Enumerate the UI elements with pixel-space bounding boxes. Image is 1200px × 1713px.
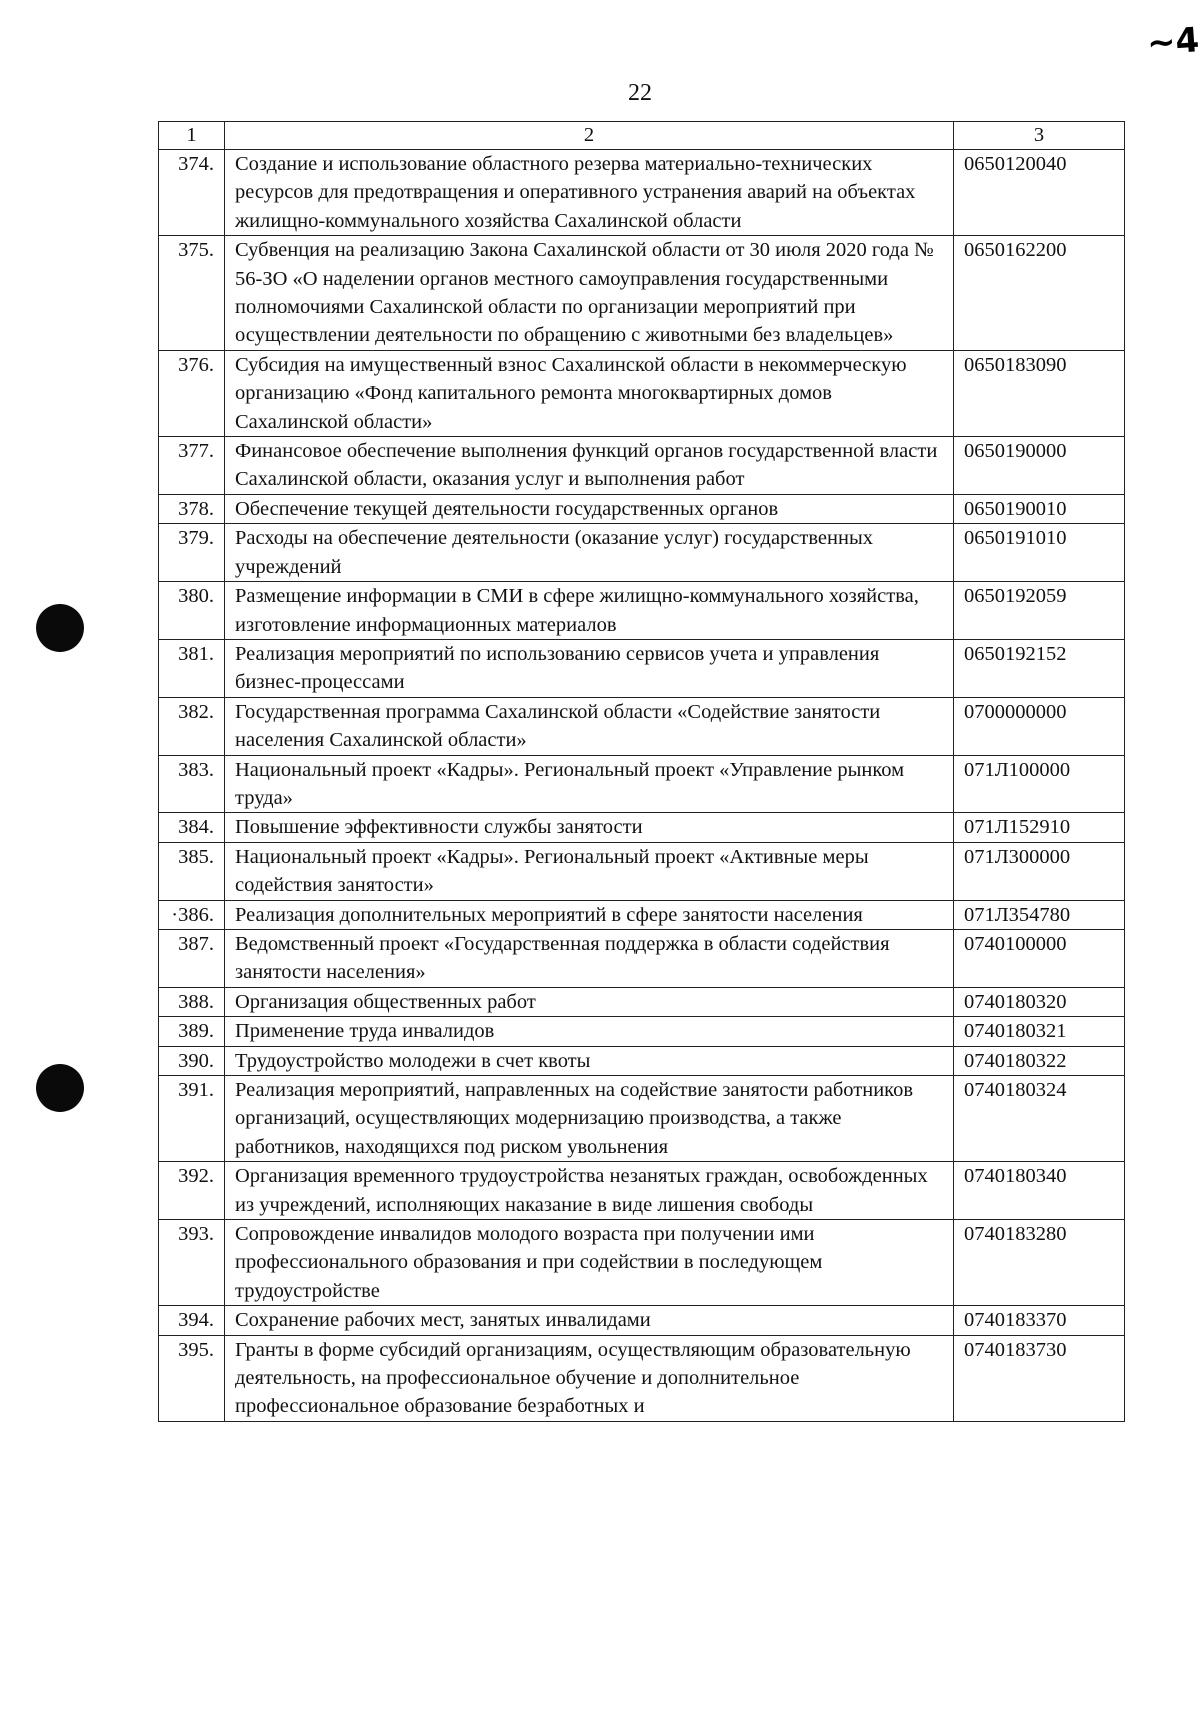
row-code-cell: 0740180320 (954, 987, 1125, 1016)
row-code-cell: 0740180324 (954, 1076, 1125, 1162)
row-name-cell: Реализация дополнительных мероприятий в сфере занятости населения (225, 900, 954, 929)
row-code-cell: 0740183730 (954, 1335, 1125, 1421)
row-number-cell: 377. (159, 437, 225, 495)
row-code-cell: 0740180340 (954, 1162, 1125, 1220)
table-row (159, 1017, 1125, 1046)
table-row (159, 494, 1125, 523)
row-name-cell: Применение труда инвалидов (225, 1017, 954, 1046)
punch-hole (36, 604, 84, 652)
row-number-cell: 378. (159, 494, 225, 523)
row-code-cell: 0650190010 (954, 494, 1125, 523)
row-name-cell: Национальный проект «Кадры». Региональный проект «Управление рынком труда» (225, 755, 954, 813)
row-code-cell: 0650191010 (954, 524, 1125, 582)
table-row (159, 929, 1125, 987)
row-code-cell: 0740180321 (954, 1017, 1125, 1046)
page-number: 22 (628, 80, 652, 106)
row-name-cell: Организация временного трудоустройства незанятых граждан, освобожденных из учреждений, исполняющих наказание в виде лишения свободы (225, 1162, 954, 1220)
row-code-cell: 0740180322 (954, 1046, 1125, 1075)
row-code-cell: 0740183280 (954, 1220, 1125, 1306)
row-name-cell: Ведомственный проект «Государственная поддержка в области содействия занятости населения» (225, 929, 954, 987)
row-number-cell: 379. (159, 524, 225, 582)
row-name-cell: Сопровождение инвалидов молодого возраста при получении ими профессионального образования и при содействии в последующем трудоустройстве (225, 1220, 954, 1306)
row-code-cell: 071Л100000 (954, 755, 1125, 813)
table-row (159, 697, 1125, 755)
row-number-cell: 375. (159, 236, 225, 351)
row-code-cell: 0700000000 (954, 697, 1125, 755)
header-cell-name: 2 (225, 122, 954, 150)
row-name-cell: Гранты в форме субсидий организациям, осуществляющим образовательную деятельность, на профессиональное обучение и дополнительное профессиональное образование безработных и (225, 1335, 954, 1421)
row-name-cell: Сохранение рабочих мест, занятых инвалидами (225, 1306, 954, 1335)
row-number-cell: 389. (159, 1017, 225, 1046)
row-code-cell: 071Л152910 (954, 813, 1125, 842)
row-number-cell: ·386. (159, 900, 225, 929)
row-name-cell: Обеспечение текущей деятельности государственных органов (225, 494, 954, 523)
header-cell-number: 1 (159, 122, 225, 150)
row-name-cell: Субсидия на имущественный взнос Сахалинской области в некоммерческую организацию «Фонд капитального ремонта многоквартирных домов Сахалинской области» (225, 350, 954, 436)
punch-hole (36, 1064, 84, 1112)
row-name-cell: Трудоустройство молодежи в счет квоты (225, 1046, 954, 1075)
row-number-cell: 383. (159, 755, 225, 813)
row-number-cell: 394. (159, 1306, 225, 1335)
table-row (159, 524, 1125, 582)
table-row (159, 1335, 1125, 1421)
row-number-cell: 390. (159, 1046, 225, 1075)
row-name-cell: Реализация мероприятий по использованию сервисов учета и управления бизнес-процессами (225, 639, 954, 697)
table-row (159, 987, 1125, 1016)
table-row (159, 813, 1125, 842)
table-row (159, 900, 1125, 929)
row-number-cell: 385. (159, 842, 225, 900)
row-code-cell: 0650162200 (954, 236, 1125, 351)
table-row (159, 639, 1125, 697)
table-row (159, 755, 1125, 813)
row-name-cell: Расходы на обеспечение деятельности (оказание услуг) государственных учреждений (225, 524, 954, 582)
table-row (159, 582, 1125, 640)
row-name-cell: Государственная программа Сахалинской области «Содействие занятости населения Сахалинской области» (225, 697, 954, 755)
row-code-cell: 0650190000 (954, 437, 1125, 495)
table-header-row (159, 122, 1125, 150)
row-number-cell: 387. (159, 929, 225, 987)
row-code-cell: 071Л300000 (954, 842, 1125, 900)
row-code-cell: 0650192059 (954, 582, 1125, 640)
table-row (159, 236, 1125, 351)
row-name-cell: Повышение эффективности службы занятости (225, 813, 954, 842)
table-row (159, 1076, 1125, 1162)
table-row (159, 1306, 1125, 1335)
row-number-cell: 380. (159, 582, 225, 640)
table-row (159, 842, 1125, 900)
row-code-cell: 0650192152 (954, 639, 1125, 697)
row-name-cell: Создание и использование областного резерва материально-технических ресурсов для предотвращения и оперативного устранения аварий на объектах жилищно-коммунального хозяйства Сахалинской области (225, 150, 954, 236)
row-number-cell: 384. (159, 813, 225, 842)
table-row (159, 1220, 1125, 1306)
row-number-cell: 381. (159, 639, 225, 697)
row-number-cell: 388. (159, 987, 225, 1016)
row-code-cell: 071Л354780 (954, 900, 1125, 929)
row-number-cell: 376. (159, 350, 225, 436)
row-name-cell: Финансовое обеспечение выполнения функций органов государственной власти Сахалинской области, оказания услуг и выполнения работ (225, 437, 954, 495)
row-number-cell: 382. (159, 697, 225, 755)
table-row (159, 437, 1125, 495)
row-name-cell: Субвенция на реализацию Закона Сахалинской области от 30 июля 2020 года № 56-ЗО «О наделении органов местного самоуправления государственными полномочиями Сахалинской области по организации мероприятий при осуществлении деятельности по обращению с животными без владельцев» (225, 236, 954, 351)
budget-classification-table (158, 121, 1125, 1422)
row-name-cell: Организация общественных работ (225, 987, 954, 1016)
row-code-cell: 0740100000 (954, 929, 1125, 987)
table-row (159, 1162, 1125, 1220)
row-number-cell: 393. (159, 1220, 225, 1306)
header-cell-code: 3 (954, 122, 1125, 150)
table-row (159, 150, 1125, 236)
row-number-cell: 374. (159, 150, 225, 236)
row-number-cell: 392. (159, 1162, 225, 1220)
row-name-cell: Национальный проект «Кадры». Региональный проект «Активные меры содействия занятости» (225, 842, 954, 900)
row-number-cell: 391. (159, 1076, 225, 1162)
row-name-cell: Размещение информации в СМИ в сфере жилищно-коммунального хозяйства, изготовление информационных материалов (225, 582, 954, 640)
handwritten-page-mark: ~4 (1145, 20, 1200, 64)
row-number-cell: 395. (159, 1335, 225, 1421)
row-code-cell: 0740183370 (954, 1306, 1125, 1335)
table-row (159, 1046, 1125, 1075)
table-row (159, 350, 1125, 436)
row-name-cell: Реализация мероприятий, направленных на содействие занятости работников организаций, осуществляющих модернизацию производства, а также работников, находящихся под риском увольнения (225, 1076, 954, 1162)
row-code-cell: 0650120040 (954, 150, 1125, 236)
row-code-cell: 0650183090 (954, 350, 1125, 436)
